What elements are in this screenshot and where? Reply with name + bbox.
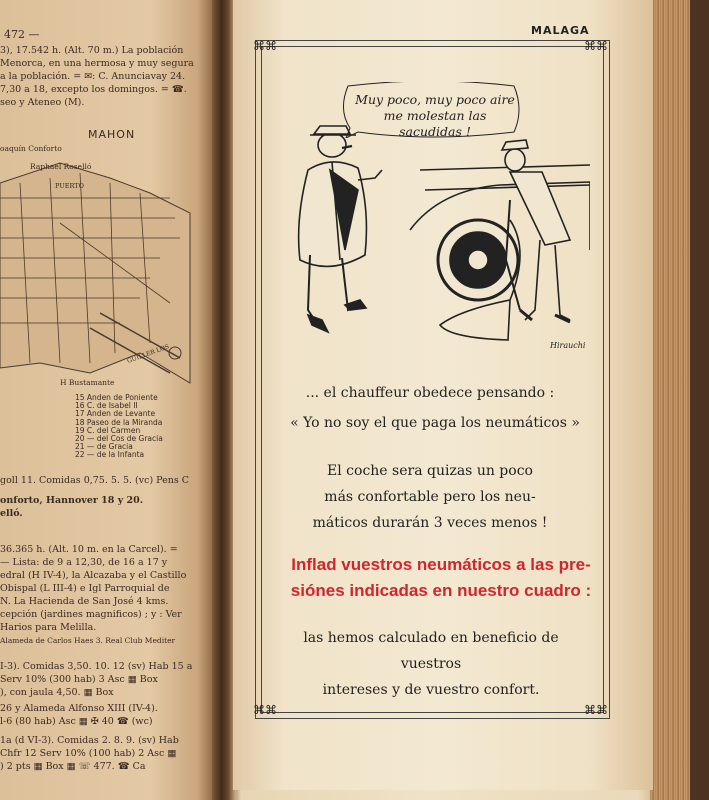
text-line: ), con jaula 4,50. ▦ Box [0, 687, 114, 698]
paragraph-line: las hemos calculado en beneficio de vuestros [303, 630, 559, 672]
legend-item: 16 C. de Isabel II [75, 401, 138, 411]
speech-text [355, 92, 515, 140]
paragraph-line: intereses y de vuestro confort. [322, 682, 540, 698]
paragraph-line: máticos durarán 3 veces menos ! [312, 515, 548, 531]
text-line: cepción (jardines magnificos) ; y : Ver [0, 609, 182, 620]
text-line: Menorca, en una hermosa y muy segura [0, 58, 194, 69]
paragraph-line: El coche sera quizas un poco [327, 463, 533, 479]
text-line: Harios para Melilla. [0, 622, 97, 633]
text-line: 1a (d VI-3). Comidas 2. 8. 9. (sv) Hab [0, 735, 179, 746]
running-head: MALAGA [531, 24, 590, 37]
text-line: Chfr 12 Serv 10% (100 hab) 2 Asc ▦ [0, 748, 177, 759]
text-line: 7,30 a 18, excepto los domingos. = ☎. [0, 84, 187, 95]
text-line: a la población. = ✉: C. Anunciavay 24. [0, 71, 186, 82]
map-label: Raphael Roselló [30, 162, 92, 171]
legend-item: 19 C. del Carmen [75, 425, 141, 435]
speech-line: me molestan las sacudidas ! [383, 108, 487, 139]
map-label: PUERTO [55, 182, 84, 190]
paragraph-3 [272, 625, 590, 703]
paragraph-1 [290, 458, 570, 536]
text-line: Alameda de Carlos Haes 3. Real Club Mediter [0, 636, 176, 645]
text-line: 3), 17.542 h. (Alt. 70 m.) La población [0, 45, 184, 56]
legend-item: 21 — de Gracia [75, 442, 133, 452]
text-line: l-6 (80 hab) Asc ▦ ✠ 40 ☎ (wc) [0, 716, 153, 727]
legend-item: 20 — del Cos de Gracia [75, 434, 163, 444]
red-heading [272, 552, 610, 604]
book-cover-edge [690, 0, 709, 800]
heading-line: Inflad vuestros neumáticos a las pre- [291, 555, 591, 574]
page-number: 472 — [4, 28, 40, 41]
car-figure [410, 165, 590, 340]
paragraph-line: más confortable pero los neu- [324, 489, 536, 505]
text-line: — Lista: de 9 a 12,30, de 16 a 17 y [0, 557, 168, 568]
text-line: elló. [0, 508, 23, 519]
corner-ornament: ⌘⌘ [253, 703, 277, 717]
map-label: oaquín Conforto [0, 144, 62, 153]
legend-item: 17 Anden de Levante [75, 409, 156, 419]
legend-item: 15 Anden de Poniente [75, 393, 158, 402]
map-label: H Bustamante [60, 378, 115, 387]
text-line: I-3). Comidas 3,50. 10. 12 (sv) Hab 15 a [0, 661, 193, 672]
legend-item: 18 Paseo de la Miranda [75, 417, 163, 427]
corner-ornament: ⌘⌘ [584, 703, 608, 717]
text-line: N. La Hacienda de San José 4 kms. [0, 596, 169, 607]
man-figure [299, 126, 382, 332]
caption-line-2: « Yo no soy el que paga los neumáticos » [290, 415, 580, 431]
caption-line-1: ... el chauffeur obedece pensando : [305, 385, 555, 401]
text-line: 26 y Alameda Alfonso XIII (IV-4). [0, 703, 158, 714]
cartoon-illustration [270, 110, 590, 350]
left-page [0, 0, 215, 800]
text-line: ) 2 pts ▦ Box ▦ ☏ 477. ☎ Ca [0, 761, 146, 772]
text-line: edral (H IV-4), la Alcazaba y el Castillo [0, 570, 187, 581]
text-line: 36.365 h. (Alt. 10 m. en la Carcel). = [0, 544, 178, 555]
heading-line: siónes indicadas en nuestro cuadro : [290, 581, 592, 600]
text-line: onforto, Hannover 18 y 20. [0, 495, 144, 506]
artist-signature: Hirauchi [550, 341, 586, 350]
speech-line: Muy poco, muy poco aire [355, 92, 515, 107]
text-line: Obispal (L III-4) e Igl Parroquial de [0, 583, 170, 594]
corner-ornament: ⌘⌘ [253, 39, 277, 53]
corner-ornament: ⌘⌘ [584, 39, 608, 53]
text-line: Serv 10% (300 hab) 3 Asc ▦ Box [0, 674, 158, 685]
map-legend [75, 394, 163, 460]
map-label: GUILLER LOS [126, 343, 171, 365]
map-title: MAHON [88, 128, 136, 141]
legend-item: 22 — de la Infanta [75, 450, 145, 460]
text-line: seo y Ateneo (M). [0, 97, 85, 108]
text-line: goll 11. Comidas 0,75. 5. 5. (vc) Pens C [0, 475, 190, 486]
